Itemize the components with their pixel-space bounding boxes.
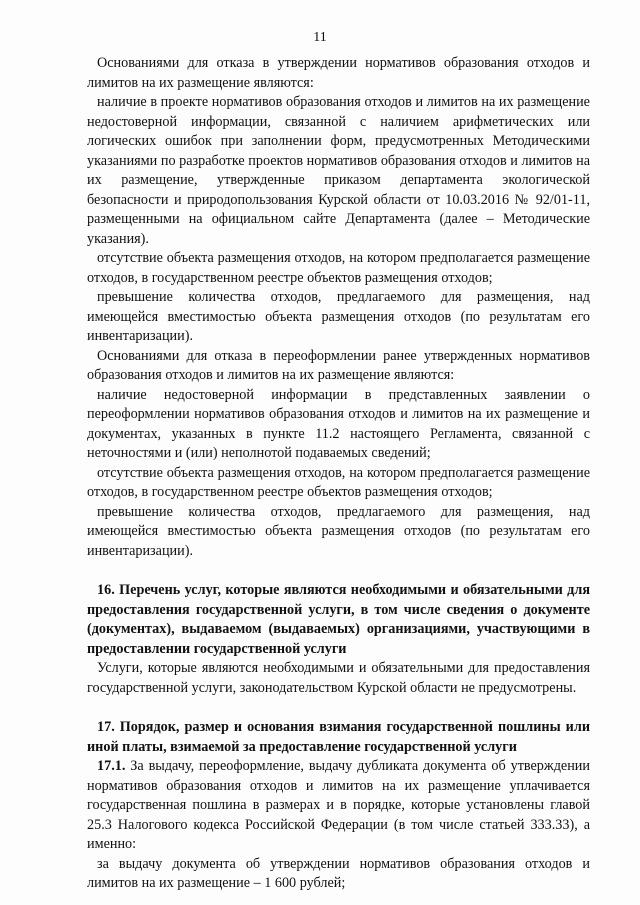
paragraph: наличие в проекте нормативов образования отходов и лимитов на их размещение недостоверной информации, связанной с наличием арифметических или логических ошибок при заполнении форм, предусмотренных Методическими указаниями по разработке проектов нормативов образования отходов и лимитов на их размещение, утвержденные приказом департамента экологической безопасности и природопользования Курской области от 10.03.2016 № 92/01-11, размещенными на официальном сайте Департамента (далее – Методические указания).	[87, 94, 590, 247]
section-heading: 17. Порядок, размер и основания взимания государственной пошлины или иной платы, взимаемой за предоставление государственной услуги	[87, 719, 590, 755]
paragraph: превышение количества отходов, предлагаемого для размещения, над имеющейся вместимостью объекта размещения отходов (по результатам его инвентаризации).	[87, 289, 590, 344]
paragraph-gap	[87, 561, 590, 581]
paragraph: Основаниями для отказа в переоформлении ранее утвержденных нормативов образования отходов и лимитов на их размещение являются:	[87, 347, 590, 383]
section-heading: 16. Перечень услуг, которые являются необходимыми и обязательными для предоставления государственной услуги, в том числе сведения о документе (документах), выдаваемом (выдаваемых) организациями, участвующими в предоставлении государственной услуги	[87, 582, 590, 657]
page-number: 11	[313, 30, 327, 45]
paragraph: отсутствие объекта размещения отходов, на котором предполагается размещение отходов, в государственном реестре объектов размещения отходов;	[87, 250, 590, 286]
paragraph-gap	[87, 698, 590, 718]
document-body	[87, 54, 590, 894]
paragraph: Основаниями для отказа в утверждении нормативов образования отходов и лимитов на их размещение являются:	[87, 55, 590, 91]
paragraph: наличие недостоверной информации в представленных заявлении о переоформлении нормативов образования отходов и лимитов на их размещение и документах, указанных в пункте 11.2 настоящего Регламента, связанной с неточностями и (или) неполнотой подаваемых сведений;	[87, 386, 590, 461]
paragraph: превышение количества отходов, предлагаемого для размещения, над имеющейся вместимостью объекта размещения отходов (по результатам его инвентаризации).	[87, 503, 590, 559]
paragraph: отсутствие объекта размещения отходов, на котором предполагается размещение отходов, в государственном реестре объектов размещения отходов;	[87, 464, 590, 500]
paragraph: Услуги, которые являются необходимыми и обязательными для предоставления государственной услуги, законодательством Курской области не предусмотрены.	[87, 660, 590, 696]
paragraph: 17.1. За выдачу, переоформление, выдачу дубликата документа об утверждении нормативов образования отходов и лимитов на их размещение уплачивается государственная пошлина в размерах и в порядке, которые установлены главой 25.3 Налогового кодекса Российской Федерации (в том числе статьей 333.33), а именно:	[87, 758, 590, 852]
paragraph: за выдачу документа об утверждении нормативов образования отходов и лимитов на их размещение – 1 600 рублей;	[87, 855, 590, 891]
paragraph-number: 17.1.	[97, 758, 126, 774]
